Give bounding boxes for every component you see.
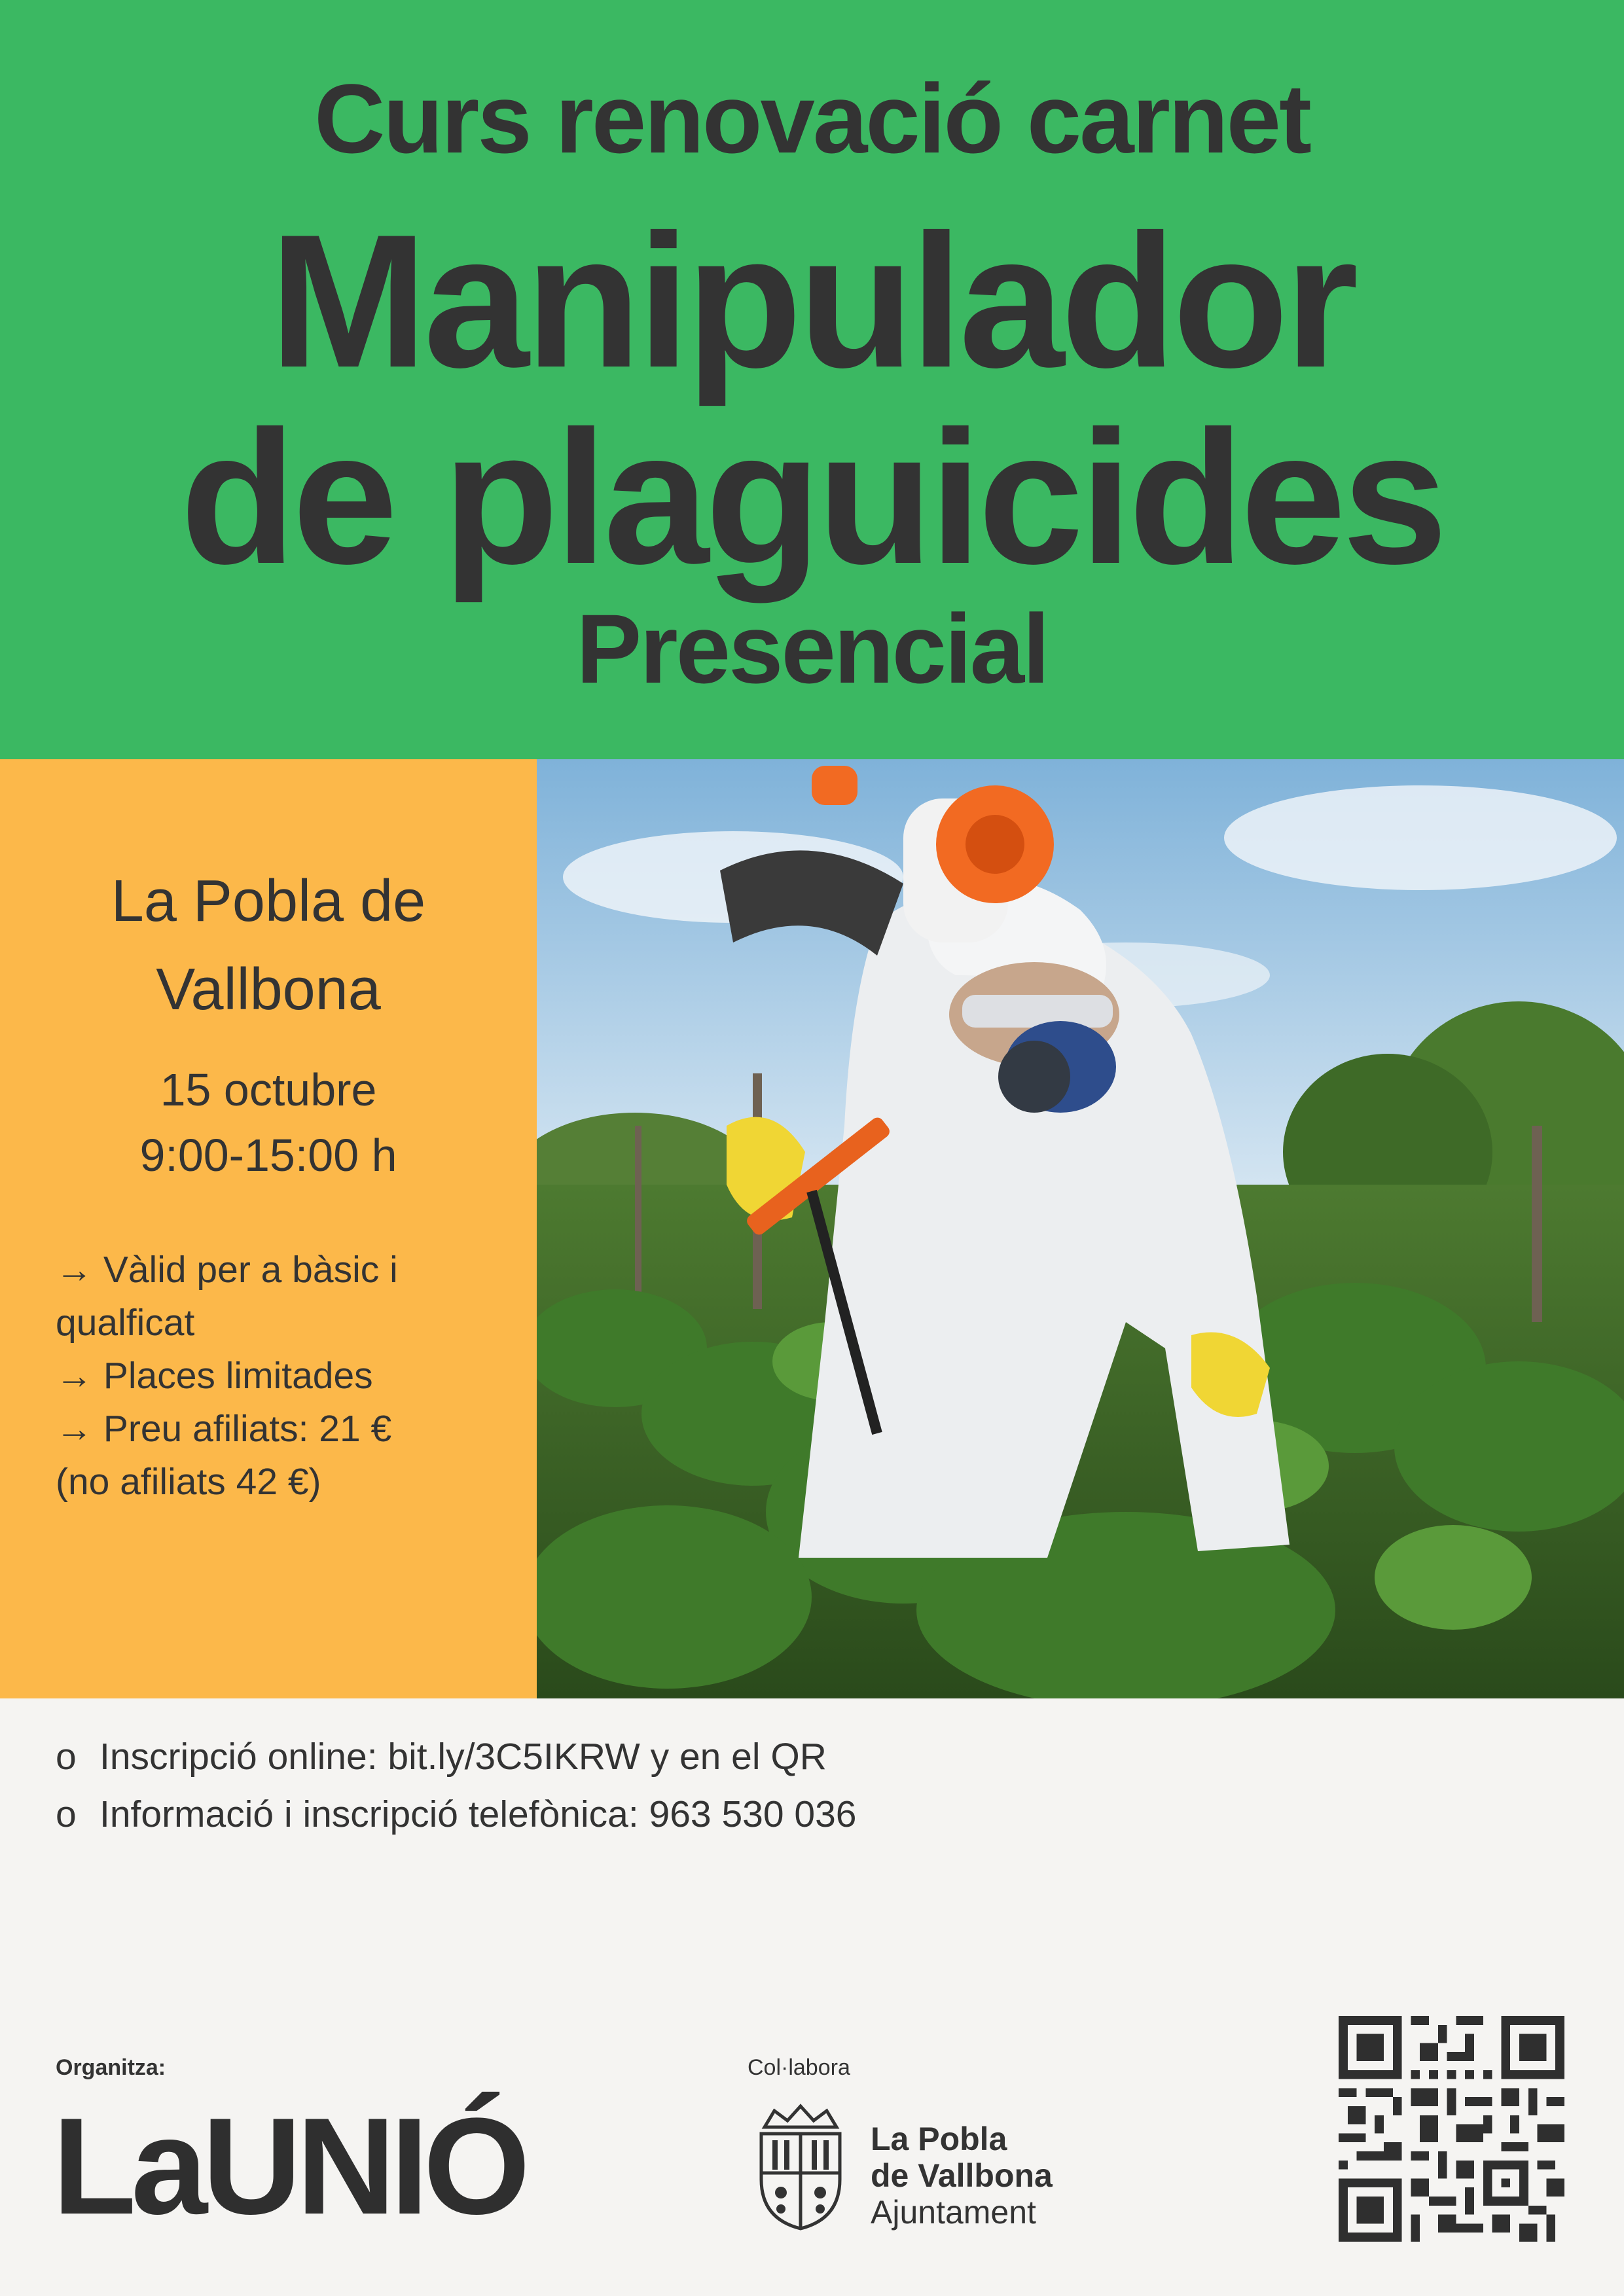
feature-line: → Places limitades xyxy=(56,1355,373,1397)
course-subtitle: Curs renovació carnet xyxy=(314,63,1310,173)
feature-line: → Preu afiliats: 21 € xyxy=(56,1408,392,1450)
town-council-logo xyxy=(871,2121,1053,2231)
feature-line: qualficat xyxy=(56,1302,195,1344)
info-row xyxy=(56,1785,857,1843)
location-line-2: Vallbona xyxy=(156,957,381,1022)
details-panel xyxy=(0,759,537,1698)
organizer-label: Organitza: xyxy=(56,2055,166,2080)
location-line-1: La Pobla de xyxy=(111,869,426,934)
feature-list xyxy=(56,1244,514,1509)
course-date: 15 octubre xyxy=(160,1064,377,1115)
feature-line: → Vàlid per a bàsic i xyxy=(56,1249,398,1291)
course-title xyxy=(0,195,1624,603)
council-name-line-3: Ajuntament xyxy=(871,2194,1036,2231)
header-banner xyxy=(0,0,1624,759)
info-row xyxy=(56,1728,857,1785)
phone-registration[interactable]: Informació i inscripció telefònica: 963 530 036 xyxy=(99,1793,857,1835)
schedule xyxy=(0,1057,537,1188)
online-registration[interactable]: Inscripció online: bit.ly/3C5IKRW y en el QR xyxy=(99,1736,827,1778)
collaborator-label: Col·labora xyxy=(748,2055,850,2080)
council-name-line-2: de Vallbona xyxy=(871,2157,1053,2194)
launio-logo: LaUNIÓ xyxy=(52,2089,526,2243)
location xyxy=(0,857,537,1034)
course-title-line-2: de plaguicides xyxy=(180,391,1444,603)
bullet-marker: o xyxy=(56,1793,77,1835)
course-mode: Presencial xyxy=(576,594,1048,704)
registration-info xyxy=(56,1728,857,1843)
pesticide-sprayer-photo xyxy=(537,759,1624,1698)
bullet-marker: o xyxy=(56,1736,77,1778)
course-title-line-1: Manipulador xyxy=(269,195,1355,407)
feature-line: (no afiliats 42 €) xyxy=(56,1461,321,1503)
town-crest-icon xyxy=(751,2101,850,2232)
qr-code-icon[interactable] xyxy=(1339,2016,1564,2242)
course-time: 9:00-15:00 h xyxy=(139,1130,397,1181)
council-name-line-1: La Pobla xyxy=(871,2121,1007,2157)
